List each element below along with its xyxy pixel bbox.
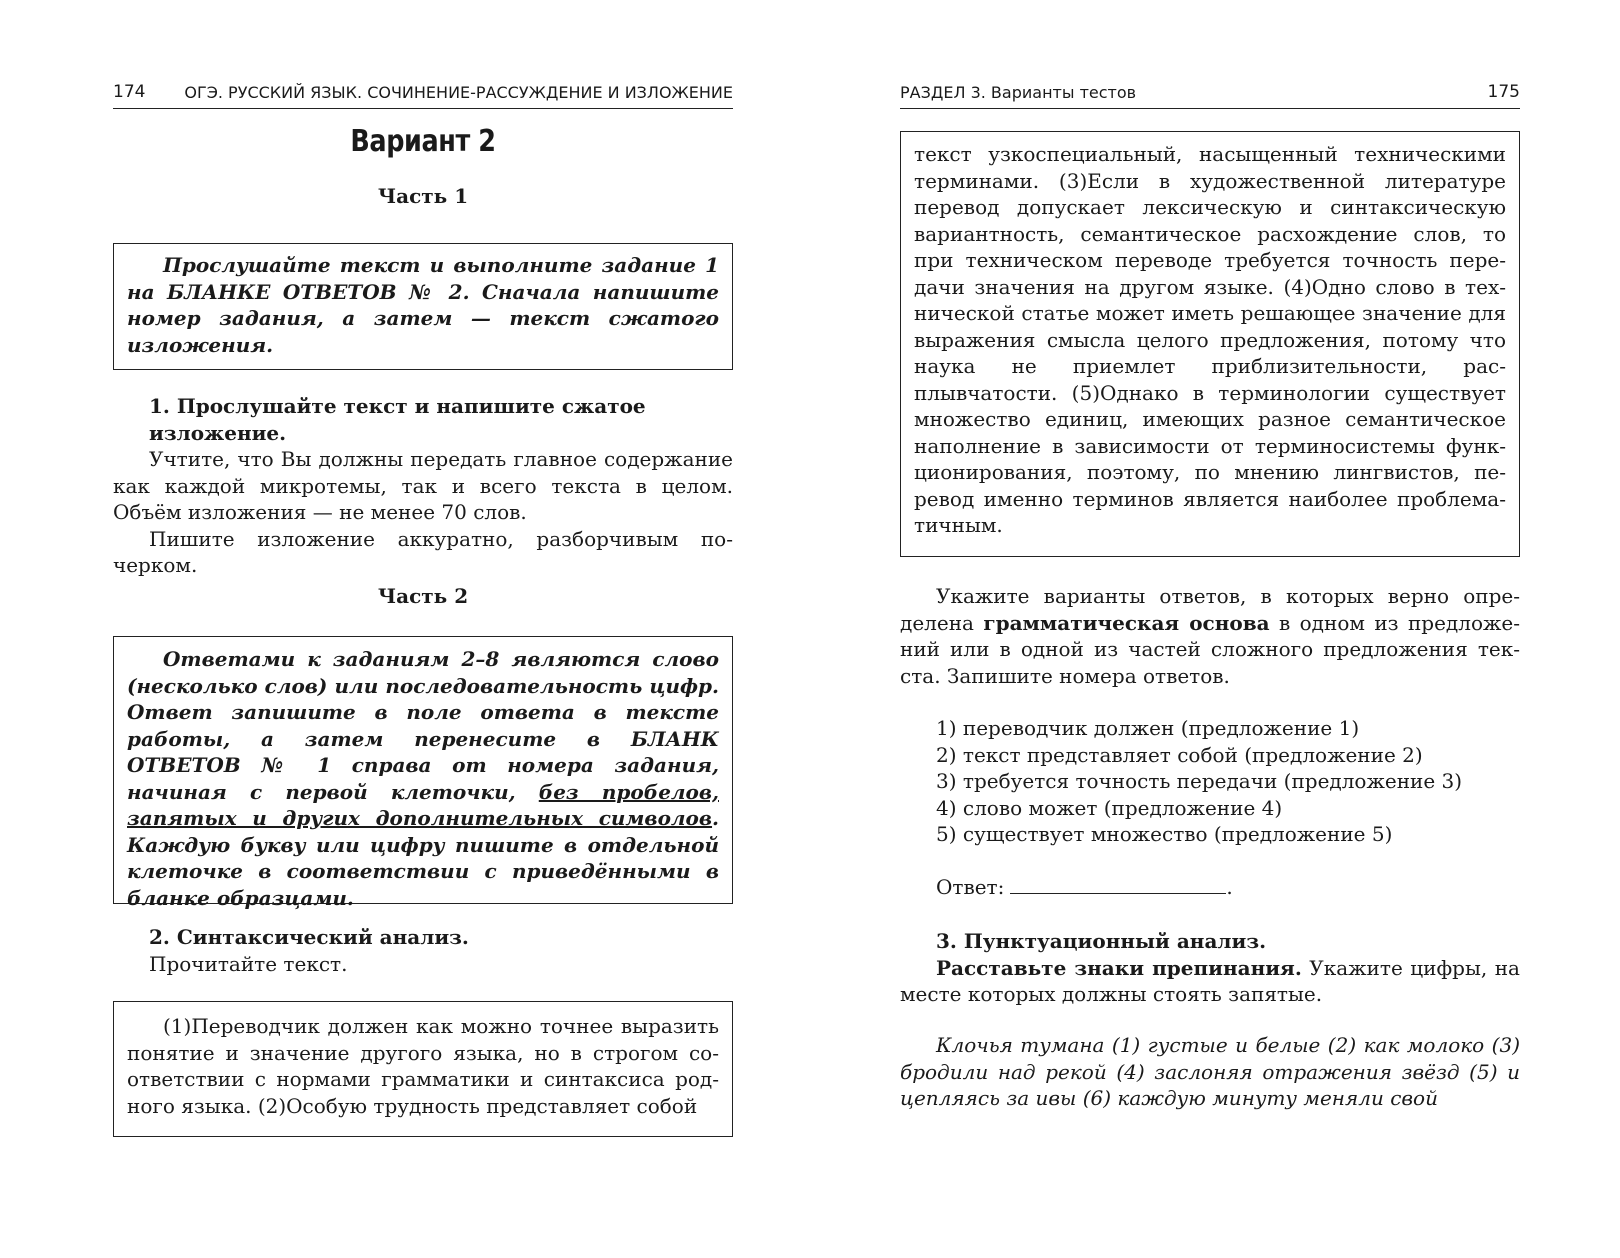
box2-text-b: . Каждую букву или цифру пишите в отдельной клеточке в соответствии с приведёнными в бланке образцами. bbox=[127, 806, 719, 910]
box2-text-a: Ответами к заданиям 2–8 являются слово (несколько слов) или последовательность цифр. Ответ запишите в поле ответа в тексте работы, а затем перенесите в БЛАНК ОТВЕТОВ № 1 справа от номера задания, начиная с первой клеточки, bbox=[127, 647, 719, 804]
question-after: в одном из предложений или в одной из частей сложного предложения текста. Запишите номера ответов. bbox=[900, 610, 1520, 688]
box2-text-underlined: без пробелов, запятых и других дополнительных символов bbox=[127, 779, 719, 830]
task1-paragraph-2: Пишите изложение аккуратно, разборчивым почерком. bbox=[113, 526, 733, 577]
punctuation-excerpt bbox=[900, 1032, 1520, 1112]
right-page bbox=[900, 0, 1520, 1258]
source-text-box bbox=[113, 1001, 733, 1137]
right-page-number: 175 bbox=[1487, 82, 1520, 102]
source-text-part-2: текст узкоспециальный, насыщенный техническими терминами. (3)Если в художественной литературе перевод допускает лексическую и синтаксическую вариантность, семантическое расхождение слов, то при техническом переводе требуется точность передачи значения на другом языке. (4)Одно слово в технической статье может иметь решающее значение для выражения смысла целого предложения, потому что наука не приемлет приблизительности, расплывчатости. (5)Однако в терминологии существует множество единиц, имеющих разное семантическое наполнение в зависимости от терминосистемы функционирования, поэтому, по мнению лингвистов, перевод именно терминов является наиболее проблематичным. bbox=[914, 142, 1506, 537]
instruction-box-2-text bbox=[127, 646, 719, 911]
left-page-number: 174 bbox=[113, 82, 146, 102]
task1-paragraph-1: Учтите, что Вы должны передать главное содержание как каждой микротемы, так и всего текста в целом. Объём изложения — не менее 70 слов. bbox=[113, 447, 733, 524]
answer-options bbox=[900, 715, 1520, 848]
part2-title: Часть 2 bbox=[377, 584, 469, 608]
task2-block bbox=[113, 924, 733, 977]
task3-heading: 3. Пунктуационный анализ. bbox=[936, 929, 1267, 953]
part1-title: Часть 1 bbox=[377, 184, 469, 208]
answer-option: 1) переводчик должен (предложение 1) bbox=[936, 716, 1360, 740]
instruction-box-1-text: Прослушайте текст и выполните задание 1 на БЛАНКЕ ОТВЕТОВ № 2. Сначала напишите номер задания, а затем — текст сжатого изложения. bbox=[127, 253, 719, 357]
source-text-part-1: (1)Переводчик должен как можно точнее выразить понятие и значение другого языка, но в строгом соответствии с нормами грамматики и синтаксиса родного языка. (2)Особую трудность представляет собой bbox=[127, 1014, 719, 1118]
instruction-box-1 bbox=[113, 243, 733, 370]
task2-question-text bbox=[900, 583, 1520, 689]
source-text-box-continued bbox=[900, 131, 1520, 557]
question-before: Укажите варианты ответов, в которых верно определена bbox=[900, 584, 1520, 635]
answer-label: Ответ: bbox=[936, 875, 1005, 899]
left-running-title: ОГЭ. РУССКИЙ ЯЗЫК. СОЧИНЕНИЕ-РАССУЖДЕНИЕ И ИЗЛОЖЕНИЕ bbox=[184, 83, 733, 102]
answer-option: 3) требуется точность передачи (предложение 3) bbox=[936, 769, 1463, 793]
excerpt-text: Клочья тумана (1) густые и белые (2) как молоко (3) бродили над рекой (4) заслоняя отражения звёзд (5) и цепляясь за ивы (6) каждую минуту меняли свой bbox=[900, 1033, 1520, 1110]
task3-instruction bbox=[900, 955, 1520, 1008]
task2-question bbox=[900, 583, 1520, 689]
task2-heading: 2. Синтаксический анализ. bbox=[149, 925, 469, 949]
question-bold: грамматическая основа bbox=[983, 610, 1270, 635]
answer-option: 5) существует множество (предложение 5) bbox=[936, 822, 1393, 846]
task3-rest: Укажите цифры, на месте которых должны стоять запятые. bbox=[900, 955, 1520, 1006]
answer-end: . bbox=[1226, 875, 1233, 899]
answer-option: 4) слово может (предложение 4) bbox=[936, 795, 1283, 820]
right-running-title: РАЗДЕЛ 3. Варианты тестов bbox=[900, 83, 1137, 102]
task1-block bbox=[113, 393, 733, 579]
instruction-box-2 bbox=[113, 636, 733, 910]
answer-option: 2) текст представляет собой (предложение 2) bbox=[936, 742, 1423, 767]
task2-instruction: Прочитайте текст. bbox=[149, 951, 348, 976]
task3-bold-lead: Расставьте знаки препинания. bbox=[936, 955, 1302, 980]
variant-title: Вариант 2 bbox=[350, 124, 496, 159]
left-running-head bbox=[113, 78, 733, 109]
answer-row bbox=[900, 874, 1520, 901]
answer-input-line[interactable] bbox=[1010, 875, 1226, 894]
task1-heading: 1. Прослушайте текст и напишите сжатое изложение. bbox=[149, 394, 646, 445]
task3-block bbox=[900, 928, 1520, 1008]
left-page bbox=[113, 0, 733, 1258]
right-running-head bbox=[900, 78, 1520, 109]
